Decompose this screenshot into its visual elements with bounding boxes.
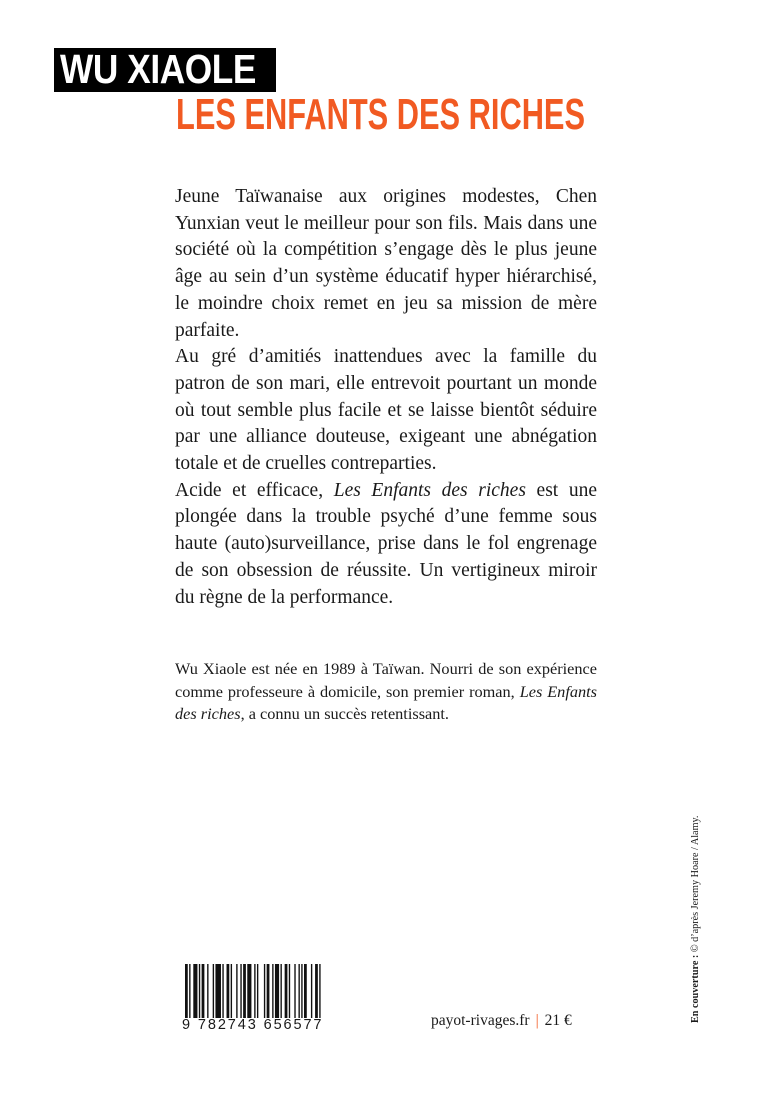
barcode-bar: [240, 964, 241, 1018]
price: 21 €: [544, 1012, 572, 1029]
bio-end: , a connu un succès retentissant.: [240, 704, 449, 724]
author-bio: [175, 658, 597, 726]
barcode-bar: [247, 964, 251, 1018]
barcode-bar: [202, 964, 205, 1018]
book-title: LES ENFANTS DES RICHES: [176, 90, 586, 139]
bio-paragraph: [175, 658, 597, 726]
blurb-p3-title: Les Enfants des riches: [333, 479, 526, 501]
barcode-bar: [227, 964, 230, 1018]
barcode-bar: [280, 964, 281, 1018]
barcode-bar: [257, 964, 258, 1018]
bio-start: Wu Xiaole est née en 1989 à Taïwan. Nourri de son expérience comme professeure à domicile, son premier roman,: [175, 659, 597, 701]
cover-credit: [679, 804, 699, 1030]
isbn-number: 9 782743 656577: [182, 1017, 324, 1033]
barcode-bar: [285, 964, 288, 1018]
footer-separator: |: [535, 1012, 539, 1029]
barcode-bar: [199, 964, 200, 1018]
barcode-bar: [304, 964, 307, 1018]
barcode-bar: [254, 964, 255, 1018]
barcode-bar: [298, 964, 299, 1018]
barcode-bar: [294, 964, 295, 1018]
barcode-bar: [315, 964, 318, 1018]
barcode-bar: [213, 964, 214, 1018]
publisher-website: payot-rivages.fr: [431, 1012, 530, 1029]
barcode-bar: [319, 964, 320, 1018]
barcode-bar: [272, 964, 273, 1018]
barcode-bar: [236, 964, 237, 1018]
barcode-bar: [264, 964, 265, 1018]
blurb-paragraph-3: [175, 478, 597, 612]
barcode-bar: [267, 964, 270, 1018]
barcode-bar: [289, 964, 290, 1018]
footer: [431, 1012, 572, 1030]
cover-credit-text: [689, 816, 703, 1023]
barcode-bar: [275, 964, 279, 1018]
barcode-bar: [189, 964, 190, 1018]
blurb-p3-start: Acide et efficace,: [175, 479, 334, 501]
credit-source: © d’après Jeremy Hoare / Alamy.: [690, 815, 701, 955]
barcode-bar: [231, 964, 232, 1018]
barcode-bar: [311, 964, 312, 1018]
bio-title: Les Enfants des riches: [175, 681, 597, 724]
barcode-bar: [185, 964, 188, 1018]
barcode-bar: [222, 964, 223, 1018]
author-name: WU XIAOLE: [60, 46, 256, 92]
barcode-bar: [301, 964, 302, 1018]
blurb-paragraph-2: Au gré d’amitiés inattendues avec la famille du patron de son mari, elle entrevoit pourtant un monde où tout semble plus facile et se laisse bientôt séduire par une alliance douteuse, exigeant une abnégation totale et de cruelles contreparties.: [175, 346, 597, 475]
barcode-bar: [215, 964, 221, 1018]
blurb: [175, 184, 597, 611]
blurb-p3-end: est une plongée dans la trouble psyché d’une femme sous haute (auto)surveillance, prise dans le fol engrenage de son obsession de réussite. Un vertigineux miroir du règne de la performance.: [175, 479, 597, 608]
barcode-bar: [193, 964, 197, 1018]
barcode-bar: [207, 964, 208, 1018]
blurb-paragraph-1: Jeune Taïwanaise aux origines modestes, Chen Yunxian veut le meilleur pour son fils. Mais dans une société où la compétition s’engage dès le plus jeune âge au sein d’un système éducatif hyper hiérarchisé, le moindre choix remet en jeu sa mission de mère parfaite.: [175, 186, 597, 341]
credit-label: En couverture :: [690, 954, 701, 1023]
barcode: [185, 964, 322, 1018]
barcode-bar: [243, 964, 246, 1018]
